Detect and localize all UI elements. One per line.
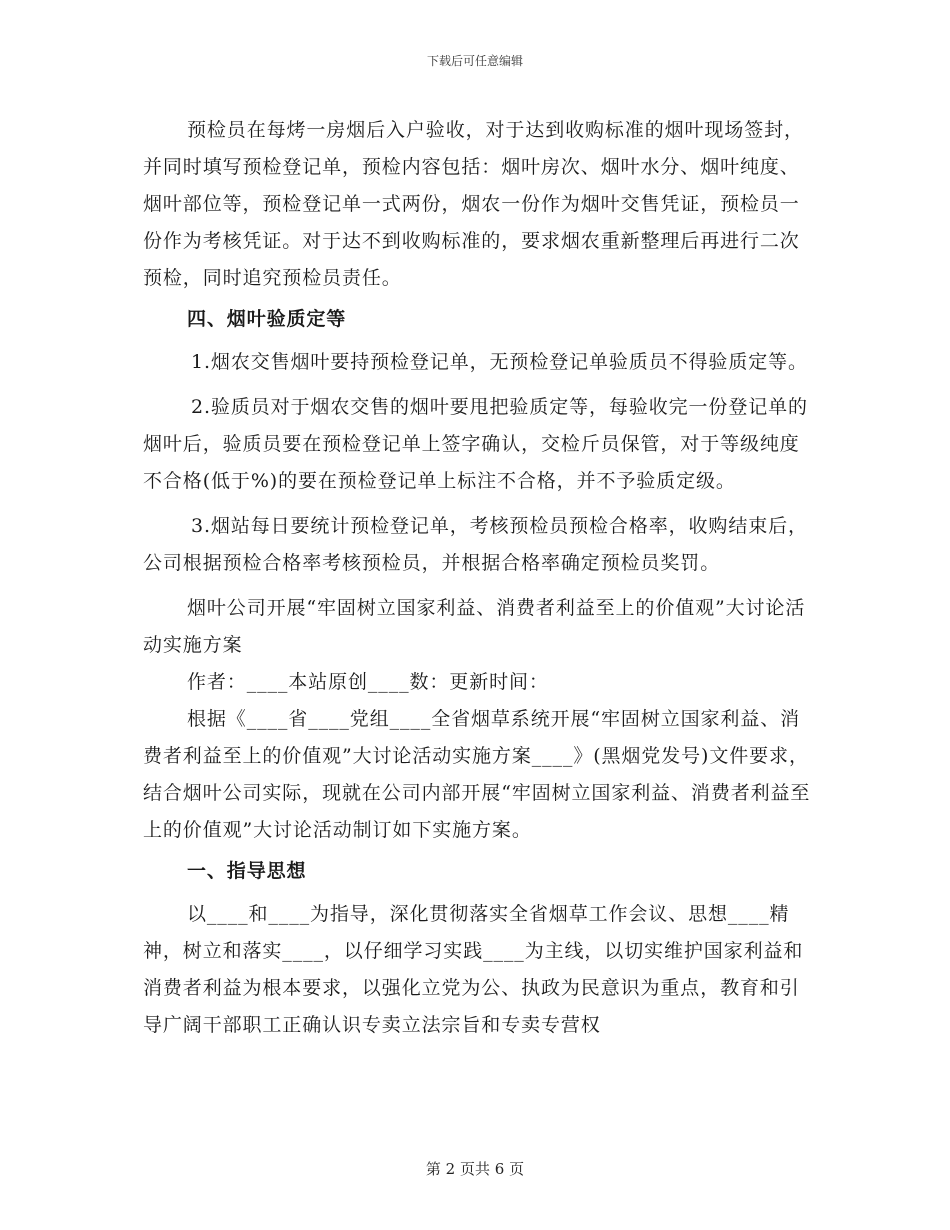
list-item-1: 1.烟农交售烟叶要持预检登记单，无预检登记单验质员不得验质定等。 (191, 351, 808, 373)
section-heading-quality-grading: 四、烟叶验质定等 (187, 308, 347, 330)
page-footer: 第 2 页共 6 页 (425, 1160, 525, 1178)
section-heading-guiding-thought: 一、指导思想 (187, 860, 307, 882)
page-header: 下载后可任意编辑 (426, 54, 523, 68)
author-line: 作者：____本站原创____数：更新时间： (187, 671, 549, 693)
paragraph-basis: 根据《____省____党组____全省烟草系统开展“牢固树立国家利益、消费者利益至上的价值观”大讨论活动实施方案____》(黑烟党发号)文件要求，结合烟叶公司实际，现就在公司内部开展“牢固树立国家利益、消费者利益至上的价值观”大讨论活动制订如下实施方案。 (143, 708, 811, 841)
document-body (143, 112, 815, 1044)
list-item-2: 2.验质员对于烟农交售的烟叶要甩把验质定等，每验收完一份登记单的烟叶后，验质员要在预检登记单上签字确认，交检斤员保管，对于等级纯度不合格(低于%)的要在预检登记单上标注不合格，并不予验质定级。 (143, 396, 808, 492)
list-item-3: 3.烟站每日要统计预检登记单，考核预检员预检合格率，收购结束后，公司根据预检合格率考核预检员，并根据合格率确定预检员奖罚。 (143, 515, 808, 574)
paragraph-presort-inspection: 预检员在每烤一房烟后入户验收，对于达到收购标准的烟叶现场签封，并同时填写预检登记单，预检内容包括：烟叶房次、烟叶水分、烟叶纯度、烟叶部位等，预检登记单一式两份，烟农一份作为烟叶交售凭证，预检员一份作为考核凭证。对于达不到收购标准的，要求烟农重新整理后再进行二次预检，同时追究预检员责任。 (143, 119, 804, 289)
document-title: 烟叶公司开展“牢固树立国家利益、消费者利益至上的价值观”大讨论活动实施方案 (143, 597, 806, 656)
paragraph-guiding-thought: 以____和____为指导，深化贯彻落实全省烟草工作会议、思想____精神，树立和落实____，以仔细学习实践____为主线，以切实维护国家利益和消费者利益为根本要求，以强化立党为公、执政为民意识为重点，教育和引导广阔干部职工正确认识专卖立法宗旨和专卖专营权 (143, 903, 804, 1036)
